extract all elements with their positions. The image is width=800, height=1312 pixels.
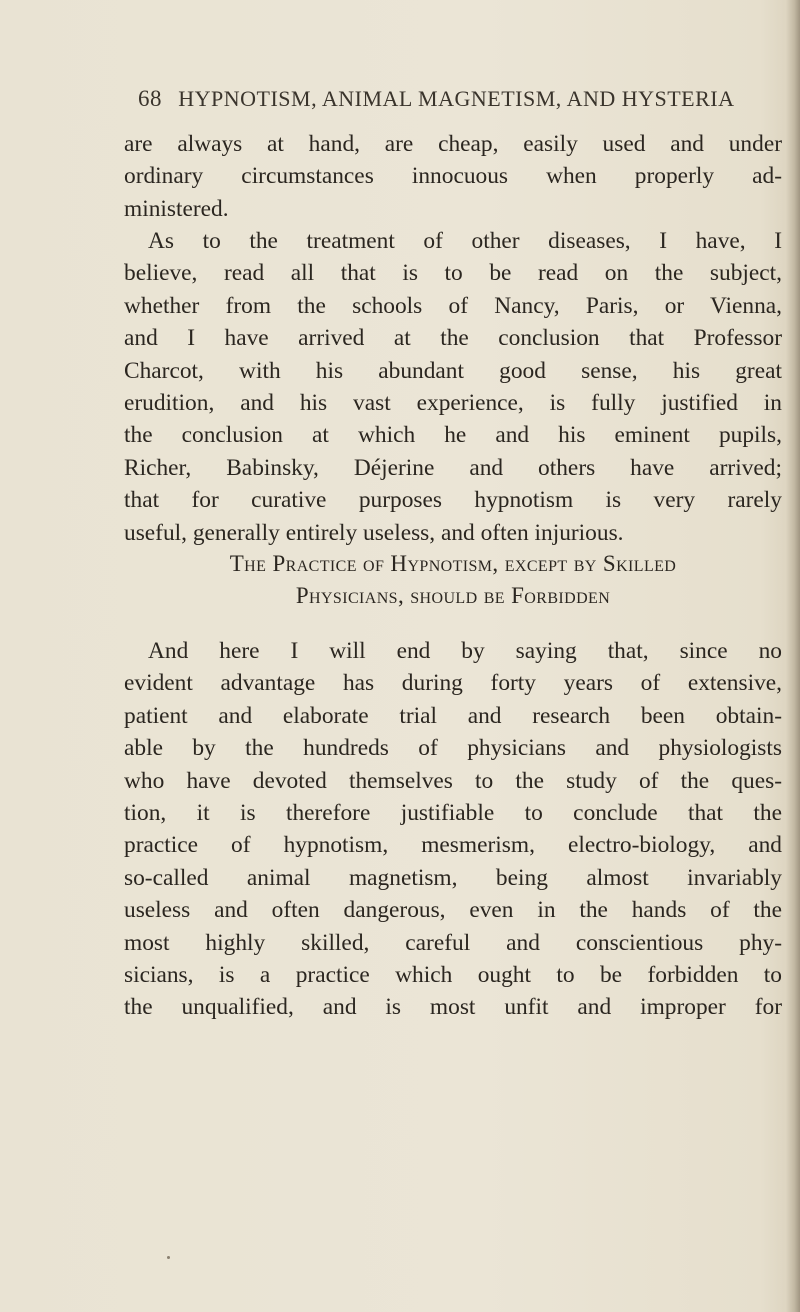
text-line: Charcot, with his abundant good sense, his great [124,357,782,384]
section-heading [124,548,782,612]
text-line: evident advantage has during forty years of extensive, [124,670,782,697]
page-edge-shadow [786,0,800,1312]
text-line: and I have arrived at the conclusion that Professor [124,325,782,352]
text-line: ordinary circumstances innocuous when properly ad- [124,163,782,190]
text-line: patient and elaborate trial and research been obtain- [124,702,782,729]
text-line: who have devoted themselves to the study of the ques- [124,767,782,794]
section-heading-line-2: Physicians, should be Forbidden [295,583,611,608]
text-line: sicians, is a practice which ought to be forbidden to [124,962,782,989]
text-line: useless and often dangerous, even in the hands of the [124,897,782,924]
text-line: useful, generally entirely useless, and often injurious. [124,519,624,546]
section-heading-line-1: The Practice of Hypnotism, except by Skilled [229,551,677,576]
text-line: As to the treatment of other diseases, I have, I [148,228,782,254]
running-title: HYPNOTISM, ANIMAL MAGNETISM, AND HYSTERIA [178,86,735,111]
paper-speck [167,1256,170,1259]
text-line: ministered. [124,195,229,222]
page-number: 68 [138,86,162,111]
text-line: able by the hundreds of physicians and physiologists [124,735,782,762]
text-line: erudition, and his vast experience, is fully justified in [124,390,782,417]
running-head [138,86,778,112]
text-line: are always at hand, are cheap, easily used and under [124,131,782,157]
paragraph-1 [124,128,782,225]
text-line: practice of hypnotism, mesmerism, electro-biology, and [124,832,782,859]
text-line: Richer, Babinsky, Déjerine and others have arrived; [124,454,782,481]
text-line: whether from the schools of Nancy, Paris, or Vienna, [124,292,782,319]
text-line: the unqualified, and is most unfit and improper for [124,994,782,1021]
text-line: tion, it is therefore justifiable to conclude that the [124,800,782,827]
text-line: so-called animal magnetism, being almost invariably [124,864,782,891]
text-line: that for curative purposes hypnotism is very rarely [124,487,782,514]
text-line: believe, read all that is to be read on the subject, [124,260,782,287]
paragraph-2 [124,225,782,549]
text-line: the conclusion at which he and his eminent pupils, [124,422,782,449]
text-line: most highly skilled, careful and conscientious phy- [124,929,782,956]
text-line: And here I will end by saying that, since no [148,638,782,664]
paragraph-3 [124,635,782,1024]
